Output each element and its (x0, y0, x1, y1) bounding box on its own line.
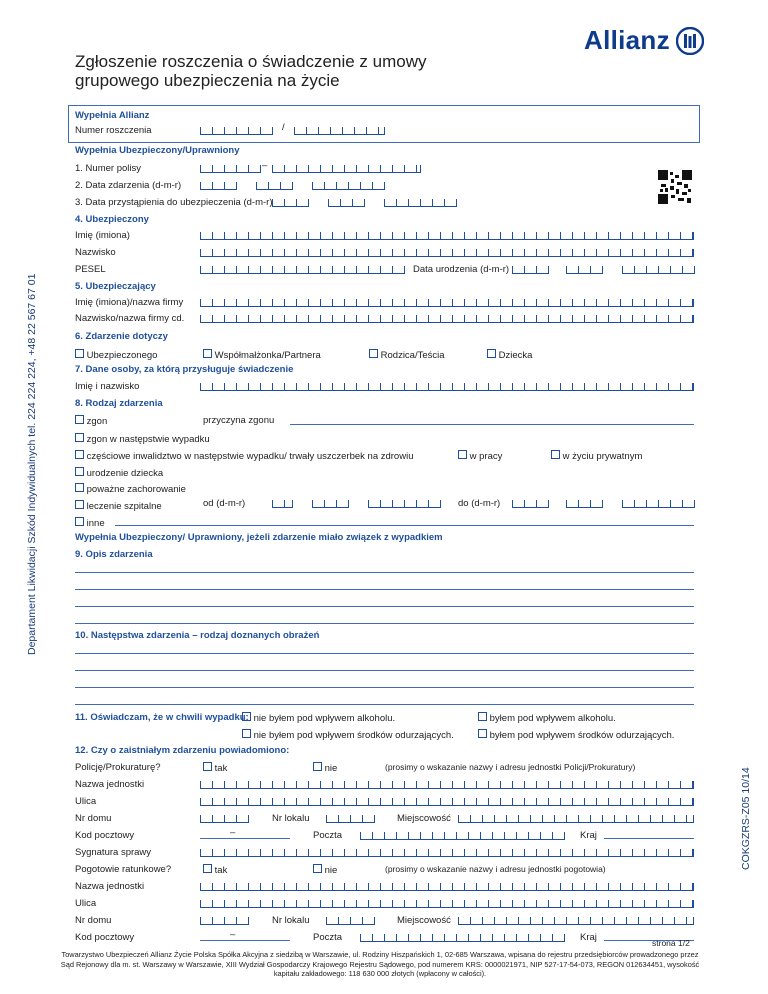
section-10-title: 10. Następstwa zdarzenia – rodzaj doznanych obrażeń (75, 630, 320, 641)
checkbox[interactable] (75, 517, 84, 526)
option-spouse-label: Współmałżonka/Partnera (214, 350, 321, 361)
ambulance-post-label: Poczta (313, 932, 343, 943)
option-accident-death-label: zgon w następstwie wypadku (86, 434, 210, 445)
policy-field-2[interactable] (272, 165, 421, 173)
beneficiary-name-label: Imię i nazwisko (75, 381, 140, 392)
side-contact-text: Departament Likwidacji Szkód Indywidualnych tel. 224 224 224, +48 22 567 67 01 (26, 273, 38, 655)
option-alcohol-label: byłem pod wpływem alkoholu. (489, 713, 616, 724)
police-no-label: nie (324, 763, 338, 774)
checkbox[interactable] (369, 349, 378, 358)
option-no-drugs-label: nie byłem pod wpływem środków odurzających. (253, 730, 454, 741)
ambulance-flat-label: Nr lokalu (272, 915, 310, 926)
injuries-line[interactable] (75, 687, 694, 688)
checkbox[interactable] (203, 349, 212, 358)
policy-label: 1. Numer polisy (75, 163, 141, 174)
checkbox[interactable] (75, 467, 84, 476)
section-8-title: 8. Rodzaj zdarzenia (75, 398, 163, 409)
hospital-from-day-field[interactable] (272, 500, 293, 508)
police-street-field[interactable] (200, 798, 694, 806)
event-year-field[interactable] (312, 182, 385, 190)
option-insured-label: Ubezpieczonego (86, 350, 158, 361)
checkbox[interactable] (75, 349, 84, 358)
police-note: (prosimy o wskazanie nazwy i adresu jednostki Policji/Prokuratury) (385, 762, 636, 772)
option-child[interactable] (487, 349, 532, 361)
birth-year-field[interactable] (622, 266, 695, 274)
checkbox[interactable] (487, 349, 496, 358)
hospital-to-label: do (d-m-r) (458, 498, 501, 509)
section-5-title: 5. Ubezpieczający (75, 281, 156, 292)
option-other-label: inne (86, 518, 105, 529)
hospital-from-label: od (d-m-r) (203, 498, 246, 509)
injuries-line[interactable] (75, 670, 694, 671)
police-unit-label: Nazwa jednostki (75, 779, 145, 790)
section-allianz-title: Wypełnia Allianz (75, 110, 150, 121)
checkbox[interactable] (75, 483, 84, 492)
checkbox[interactable] (458, 450, 467, 459)
ambulance-postcode-field[interactable] (200, 940, 290, 941)
option-other[interactable] (75, 517, 105, 529)
description-line[interactable] (75, 589, 694, 590)
section-7-title: 7. Dane osoby, za którą przysługuje świadczenie (75, 364, 294, 375)
allianz-eagle-icon (676, 27, 704, 55)
checkbox[interactable] (75, 450, 84, 459)
option-drugs[interactable] (478, 729, 674, 741)
ambulance-street-label: Ulica (75, 898, 97, 909)
policyholder-last-label: Nazwisko/nazwa firmy cd. (75, 313, 185, 324)
join-year-field[interactable] (384, 199, 457, 207)
police-country-field[interactable] (604, 838, 694, 839)
postcode-dash: – (230, 929, 236, 940)
checkbox[interactable] (313, 864, 322, 873)
injuries-line[interactable] (75, 704, 694, 705)
insured-first-name-label: Imię (imiona) (75, 230, 130, 241)
option-no-drugs[interactable] (242, 729, 454, 741)
option-death[interactable] (75, 415, 107, 427)
hospital-to-day-field[interactable] (512, 500, 549, 508)
ambulance-yes[interactable] (203, 864, 227, 876)
policyholder-first-label: Imię (imiona)/nazwa firmy (75, 297, 184, 308)
option-no-alcohol[interactable] (242, 712, 395, 724)
checkbox[interactable] (242, 729, 251, 738)
police-post-field[interactable] (360, 832, 565, 840)
case-number-field[interactable] (200, 849, 694, 857)
allianz-fill-box (68, 105, 700, 143)
ambulance-yes-label: tak (214, 865, 228, 876)
ambulance-no-label: nie (324, 865, 338, 876)
police-unit-field[interactable] (200, 781, 694, 789)
event-date-label: 2. Data zdarzenia (d-m-r) (75, 180, 182, 191)
ambulance-house-field[interactable] (200, 917, 249, 925)
qr-code-icon (658, 170, 692, 204)
join-month-field[interactable] (328, 199, 365, 207)
injuries-line[interactable] (75, 653, 694, 654)
policyholder-last-field[interactable] (200, 315, 694, 323)
hospital-from-year-field[interactable] (368, 500, 441, 508)
police-flat-label: Nr lokalu (272, 813, 310, 824)
ambulance-street-field[interactable] (200, 900, 694, 908)
police-street-label: Ulica (75, 796, 97, 807)
police-post-label: Poczta (313, 830, 343, 841)
insured-last-name-label: Nazwisko (75, 247, 116, 258)
checkbox[interactable] (551, 450, 560, 459)
section-11-title: 11. Oświadczam, że w chwili wypadku: (75, 712, 249, 723)
policyholder-first-field[interactable] (200, 299, 694, 307)
description-line[interactable] (75, 572, 694, 573)
checkbox[interactable] (203, 762, 212, 771)
checkbox[interactable] (203, 864, 212, 873)
death-cause-label: przyczyna zgonu (203, 415, 275, 426)
join-date-label: 3. Data przystąpienia do ubezpieczenia (d-m-r) (75, 197, 273, 208)
section-insured-title: Wypełnia Ubezpieczony/Uprawniony (75, 145, 240, 156)
option-death-label: zgon (86, 416, 108, 427)
section-4-title: 4. Ubezpieczony (75, 214, 149, 225)
option-birth-label: urodzenie dziecka (86, 468, 164, 479)
postcode-dash: – (230, 827, 236, 838)
option-disability-label: częściowe inwalidztwo w następstwie wypadku/ trwały uszczerbek na zdrowiu (86, 451, 414, 462)
ambulance-city-field[interactable] (458, 917, 694, 925)
description-line[interactable] (75, 606, 694, 607)
claim-number-label: Numer roszczenia (75, 125, 152, 136)
police-country-label: Kraj (580, 830, 597, 841)
hospital-to-year-field[interactable] (622, 500, 695, 508)
police-yes[interactable] (203, 762, 227, 774)
police-city-label: Miejscowość (397, 813, 451, 824)
birth-day-field[interactable] (512, 266, 549, 274)
option-no-alcohol-label: nie byłem pod wpływem alkoholu. (253, 713, 396, 724)
police-postcode-label: Kod pocztowy (75, 830, 135, 841)
policy-field-1[interactable] (200, 165, 261, 173)
ambulance-country-label: Kraj (580, 932, 597, 943)
page-number: strona 1/2 (652, 938, 690, 948)
checkbox[interactable] (75, 500, 84, 509)
ambulance-post-field[interactable] (360, 934, 565, 942)
section-6-title: 6. Zdarzenie dotyczy (75, 331, 168, 342)
ambulance-city-label: Miejscowość (397, 915, 451, 926)
description-line[interactable] (75, 623, 694, 624)
checkbox[interactable] (242, 712, 251, 721)
option-disability[interactable] (75, 450, 413, 462)
checkbox[interactable] (313, 762, 322, 771)
insured-last-name-field[interactable] (200, 249, 694, 257)
police-question: Policję/Prokuraturę? (75, 762, 161, 773)
claim-number-part2-field[interactable] (294, 127, 385, 135)
checkbox[interactable] (478, 712, 487, 721)
pesel-label: PESEL (75, 264, 106, 275)
death-cause-field[interactable] (290, 424, 694, 425)
policy-dash: – (262, 160, 268, 171)
insured-first-name-field[interactable] (200, 232, 694, 240)
page-title: Zgłoszenie roszczenia o świadczenie z umowy grupowego ubezpieczenia na życie (75, 52, 427, 90)
option-insured[interactable] (75, 349, 157, 361)
hospital-to-month-field[interactable] (566, 500, 603, 508)
option-accident-death[interactable] (75, 433, 210, 445)
option-alcohol[interactable] (478, 712, 616, 724)
birth-month-field[interactable] (566, 266, 603, 274)
ambulance-postcode-label: Kod pocztowy (75, 932, 135, 943)
checkbox[interactable] (478, 729, 487, 738)
birth-date-label: Data urodzenia (d-m-r) (413, 264, 510, 275)
police-flat-field[interactable] (326, 815, 375, 823)
police-no[interactable] (313, 762, 337, 774)
pesel-field[interactable] (200, 266, 405, 274)
ambulance-unit-label: Nazwa jednostki (75, 881, 145, 892)
option-parent[interactable] (369, 349, 445, 361)
event-day-field[interactable] (200, 182, 237, 190)
ambulance-flat-field[interactable] (326, 917, 375, 925)
ambulance-house-label: Nr domu (75, 915, 112, 926)
option-illness[interactable] (75, 483, 186, 495)
ambulance-question: Pogotowie ratunkowe? (75, 864, 172, 875)
allianz-logo (584, 25, 704, 56)
option-private-label: w życiu prywatnym (562, 451, 643, 462)
option-parent-label: Rodzica/Teścia (380, 350, 445, 361)
option-hospital[interactable] (75, 500, 162, 512)
slash: / (282, 122, 285, 133)
option-at-work-label: w pracy (469, 451, 503, 462)
checkbox[interactable] (75, 433, 84, 442)
logo-text: Allianz (584, 25, 670, 55)
join-day-field[interactable] (272, 199, 309, 207)
beneficiary-name-field[interactable] (200, 383, 694, 391)
police-house-field[interactable] (200, 815, 249, 823)
checkbox[interactable] (75, 415, 84, 424)
claim-number-part1-field[interactable] (200, 127, 273, 135)
other-field[interactable] (115, 525, 694, 526)
footer-legal-text: Towarzystwo Ubezpieczeń Allianz Życie Polska Spółka Akcyjna z siedzibą w Warszawie, ul. Rodziny Hiszpańskich 1, 02-685 Warszawa, wpisana do rejestru przedsiębiorców prowadzonego przez Sąd Rejonowy dla m. st. Warszawy w Warszawie, XIII Wydział Gospodarczy Krajowego Rejestru Sądowego, pod numerem KRS: 0000021971, NIP 527-17-54-073, REGON 012634451, wysokość kapitału zakładowego: 118 630 000 złotych (wpłacony w całości). (60, 950, 700, 979)
option-drugs-label: byłem pod wpływem środków odurzających. (489, 730, 675, 741)
section-9-title: 9. Opis zdarzenia (75, 549, 153, 560)
accident-section-title: Wypełnia Ubezpieczony/ Uprawniony, jeżeli zdarzenie miało związek z wypadkiem (75, 532, 443, 543)
option-private[interactable] (551, 450, 642, 462)
police-city-field[interactable] (458, 815, 694, 823)
case-number-label: Sygnatura sprawy (75, 847, 152, 858)
option-illness-label: poważne zachorowanie (86, 484, 186, 495)
option-child-label: Dziecka (498, 350, 533, 361)
hospital-from-month-field[interactable] (312, 500, 349, 508)
option-at-work[interactable] (458, 450, 502, 462)
police-postcode-field[interactable] (200, 838, 290, 839)
section-12-title: 12. Czy o zaistniałym zdarzeniu powiadomiono: (75, 745, 290, 756)
ambulance-no[interactable] (313, 864, 337, 876)
option-spouse[interactable] (203, 349, 321, 361)
police-house-label: Nr domu (75, 813, 112, 824)
option-hospital-label: leczenie szpitalne (86, 501, 162, 512)
ambulance-note: (prosimy o wskazanie nazwy i adresu jednostki pogotowia) (385, 864, 606, 874)
police-yes-label: tak (214, 763, 228, 774)
event-month-field[interactable] (256, 182, 293, 190)
option-birth[interactable] (75, 467, 163, 479)
form-code: COKGZRS-Z05 10/14 (740, 767, 752, 870)
ambulance-unit-field[interactable] (200, 883, 694, 891)
